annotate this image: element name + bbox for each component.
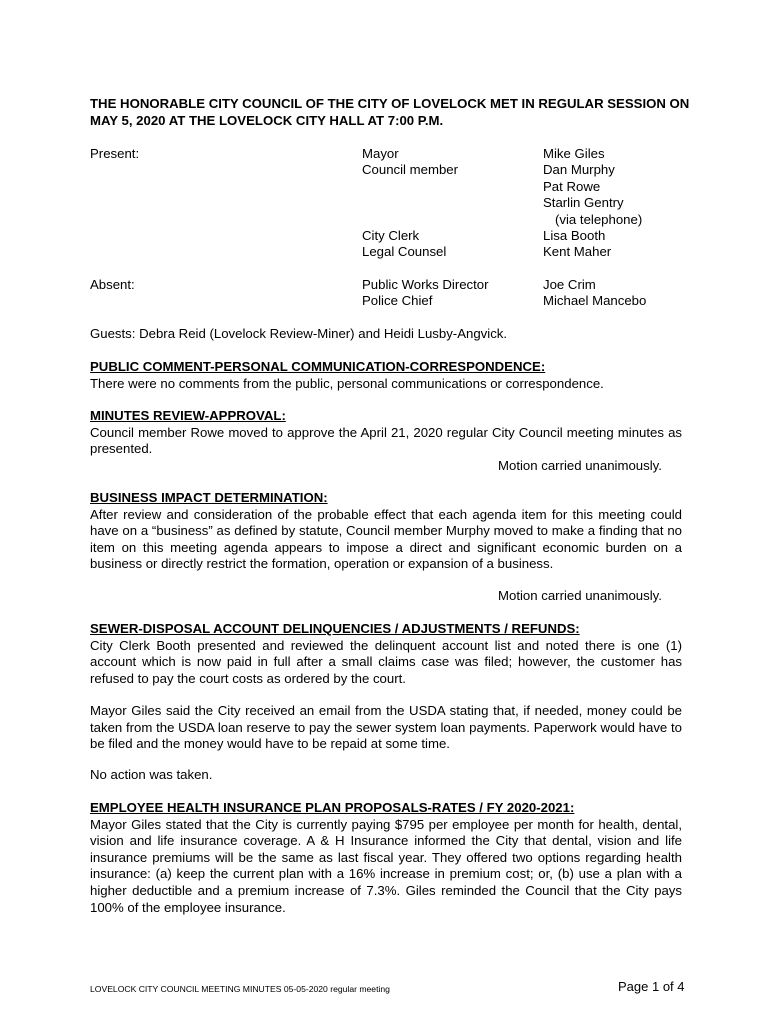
present-role: Council member <box>362 162 459 178</box>
section-text: There were no comments from the public, personal communications or correspondence. <box>90 375 604 391</box>
present-role <box>362 179 458 195</box>
section-text: City Clerk Booth presented and reviewed the delinquent account list and noted there is one (1) account which is now paid in full after a small claims case was filed; however, the customer has refused to pay the court costs as ordered by the court. <box>90 637 682 686</box>
present-name-note: (via telephone) <box>555 211 643 227</box>
section-text: Mayor Giles stated that the City is currently paying $795 per employee per month for health, dental, vision and life insurance coverage. A & H Insurance informed the City that dental, vision and life insurance premiums will be the same as last fiscal year. They offered two options regarding health insurance: (a) keep the current plan with a 16% increase in premium cost; or, (b) use a plan with a higher deductible and a premium increase of 7.3%. Giles reminded the Council that the City pays 100% of the employee insurance. <box>90 816 682 915</box>
present-role <box>362 195 458 211</box>
section-sewer <box>90 621 682 687</box>
section-text: After review and consideration of the probable effect that each agenda item for this meeting could have on a “business” as defined by statute, Council member Murphy moved to make a finding that no item on this meeting agenda appears to impose a direct and significant economic burden on a business or directly restrict the formation, operation or expansion of a business. <box>90 506 682 572</box>
section-heading: PUBLIC COMMENT-PERSONAL COMMUNICATION-CORRESPONDENCE: <box>90 359 546 374</box>
guests-line: Guests: Debra Reid (Lovelock Review-Miner) and Heidi Lusby-Angvick. <box>90 326 508 341</box>
absent-role: Public Works Director <box>362 277 489 292</box>
present-label: Present: <box>90 146 140 161</box>
present-roles <box>362 146 458 261</box>
present-role <box>362 212 458 228</box>
present-name: Mike Giles <box>543 146 605 161</box>
present-name: Lisa Booth <box>543 228 606 244</box>
absent-names <box>543 277 646 310</box>
section-heading: BUSINESS IMPACT DETERMINATION: <box>90 490 328 505</box>
section-business-impact <box>90 490 682 573</box>
absent-label: Absent: <box>90 277 135 292</box>
document-title: THE HONORABLE CITY COUNCIL OF THE CITY OF LOVELOCK MET IN REGULAR SESSION ON MAY 5, 2020 AT THE LOVELOCK CITY HALL AT 7:00 P.M. <box>90 96 690 128</box>
motion-result: Motion carried unanimously. <box>498 458 662 473</box>
present-name: Starlin Gentry <box>543 195 624 211</box>
page-number: Page 1 of 4 <box>618 979 685 994</box>
footer-document-name: LOVELOCK CITY COUNCIL MEETING MINUTES 05-05-2020 regular meeting <box>90 984 390 994</box>
present-role: Legal Counsel <box>362 244 447 260</box>
section-heading: MINUTES REVIEW-APPROVAL: <box>90 408 286 423</box>
present-name: Pat Rowe <box>543 178 601 194</box>
section-text: Council member Rowe moved to approve the April 21, 2020 regular City Council meeting minutes as presented. <box>90 424 682 457</box>
section-minutes <box>90 408 682 458</box>
present-name: Dan Murphy <box>543 162 615 178</box>
section-public-comment <box>90 359 682 392</box>
absent-name: Michael Mancebo <box>543 293 647 309</box>
present-role: Mayor <box>362 146 399 161</box>
section-heading: SEWER-DISPOSAL ACCOUNT DELINQUENCIES / ADJUSTMENTS / REFUNDS: <box>90 621 580 636</box>
present-role: City Clerk <box>362 228 420 244</box>
section-insurance <box>90 800 682 916</box>
section-heading: EMPLOYEE HEALTH INSURANCE PLAN PROPOSALS-RATES / FY 2020-2021: <box>90 800 575 815</box>
absent-roles <box>362 277 489 310</box>
absent-role: Police Chief <box>362 293 433 309</box>
sewer-usda-paragraph: Mayor Giles said the City received an email from the USDA stating that, if needed, money could be taken from the USDA loan reserve to pay the sewer system loan payments. Paperwork would have to be filed and the money would have to be repaid at some time. <box>90 703 682 752</box>
present-name: Kent Maher <box>543 244 612 260</box>
sewer-no-action: No action was taken. <box>90 767 213 782</box>
motion-result: Motion carried unanimously. <box>498 588 662 603</box>
absent-name: Joe Crim <box>543 277 596 292</box>
present-names <box>543 146 642 261</box>
